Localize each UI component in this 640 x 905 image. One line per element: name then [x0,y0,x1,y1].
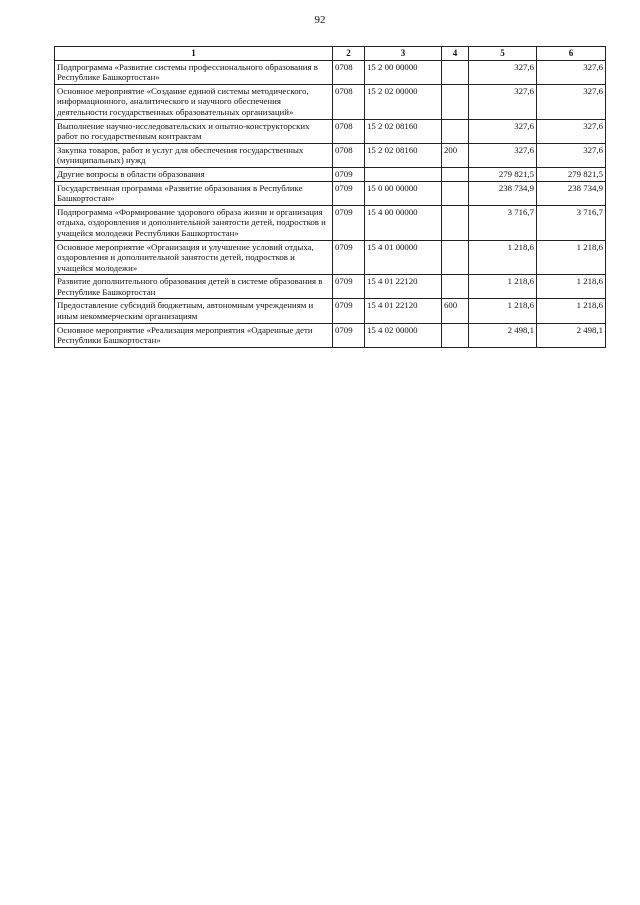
row-expense-type [442,84,469,119]
table-row [55,181,606,205]
row-amount-year1: 2 498,1 [469,323,537,347]
table-row [55,167,606,181]
header-col-3: 3 [365,47,442,61]
row-amount-year1: 1 218,6 [469,275,537,299]
row-name: Подпрограмма «Развитие системы профессионального образования в Республике Башкортостан» [55,60,333,84]
row-target-code [365,167,442,181]
row-target-code: 15 4 02 00000 [365,323,442,347]
row-name: Основное мероприятие «Создание единой системы методического, информационного, аналитического и научного обеспечения деятельности государственных образовательных организаций» [55,84,333,119]
row-target-code: 15 2 02 08160 [365,119,442,143]
table-header-row [55,47,606,61]
row-section: 0708 [333,84,365,119]
table-row [55,299,606,323]
row-amount-year2: 327,6 [537,143,606,167]
row-section: 0709 [333,323,365,347]
row-amount-year1: 279 821,5 [469,167,537,181]
row-target-code: 15 0 00 00000 [365,181,442,205]
row-amount-year2: 238 734,9 [537,181,606,205]
header-col-2: 2 [333,47,365,61]
row-name: Государственная программа «Развитие образования в Республике Башкортостан» [55,181,333,205]
row-expense-type [442,167,469,181]
header-col-6: 6 [537,47,606,61]
row-name: Выполнение научно-исследовательских и опытно-конструкторских работ по государственным контрактам [55,119,333,143]
budget-table [54,46,606,348]
row-expense-type [442,181,469,205]
table-row [55,205,606,240]
table-row [55,240,606,275]
row-amount-year1: 3 716,7 [469,205,537,240]
row-expense-type [442,60,469,84]
row-name: Основное мероприятие «Реализация мероприятия «Одаренные дети Республики Башкортостан» [55,323,333,347]
header-col-5: 5 [469,47,537,61]
row-name: Основное мероприятие «Организация и улучшение условий отдыха, оздоровления и дополнительной занятости детей, подростков и учащейся молодежи» [55,240,333,275]
row-target-code: 15 4 01 22120 [365,275,442,299]
row-section: 0709 [333,181,365,205]
table-row [55,119,606,143]
table-row [55,143,606,167]
row-target-code: 15 2 00 00000 [365,60,442,84]
row-amount-year2: 2 498,1 [537,323,606,347]
table-row [55,275,606,299]
row-expense-type [442,119,469,143]
table-row [55,60,606,84]
row-amount-year2: 3 716,7 [537,205,606,240]
row-target-code: 15 2 02 08160 [365,143,442,167]
row-amount-year1: 1 218,6 [469,299,537,323]
row-amount-year2: 279 821,5 [537,167,606,181]
row-amount-year1: 327,6 [469,119,537,143]
row-amount-year1: 327,6 [469,60,537,84]
row-amount-year1: 238 734,9 [469,181,537,205]
row-expense-type [442,275,469,299]
row-expense-type: 600 [442,299,469,323]
row-expense-type: 200 [442,143,469,167]
row-amount-year1: 1 218,6 [469,240,537,275]
row-name: Подпрограмма «Формирование здорового образа жизни и организация отдыха, оздоровления и дополнительной занятости детей, подростков и учащейся молодежи Республики Башкортостан» [55,205,333,240]
row-amount-year1: 327,6 [469,84,537,119]
row-amount-year2: 1 218,6 [537,275,606,299]
row-section: 0709 [333,275,365,299]
row-section: 0709 [333,240,365,275]
row-amount-year1: 327,6 [469,143,537,167]
row-name: Закупка товаров, работ и услуг для обеспечения государственных (муниципальных) нужд [55,143,333,167]
row-amount-year2: 327,6 [537,60,606,84]
row-amount-year2: 327,6 [537,84,606,119]
row-expense-type [442,205,469,240]
page-number: 92 [314,14,326,26]
row-section: 0709 [333,167,365,181]
row-section: 0708 [333,143,365,167]
row-amount-year2: 1 218,6 [537,240,606,275]
row-section: 0708 [333,119,365,143]
header-col-4: 4 [442,47,469,61]
row-name: Другие вопросы в области образования [55,167,333,181]
row-target-code: 15 4 01 22120 [365,299,442,323]
row-name: Предоставление субсидий бюджетным, автономным учреждениям и иным некоммерческим организациям [55,299,333,323]
row-expense-type [442,240,469,275]
header-col-1: 1 [55,47,333,61]
row-target-code: 15 4 00 00000 [365,205,442,240]
table-row [55,323,606,347]
row-section: 0709 [333,205,365,240]
row-expense-type [442,323,469,347]
row-amount-year2: 327,6 [537,119,606,143]
row-amount-year2: 1 218,6 [537,299,606,323]
row-name: Развитие дополнительного образования детей в системе образования в Республике Башкортостан [55,275,333,299]
row-section: 0708 [333,60,365,84]
row-target-code: 15 2 02 00000 [365,84,442,119]
row-target-code: 15 4 01 00000 [365,240,442,275]
table-row [55,84,606,119]
row-section: 0709 [333,299,365,323]
